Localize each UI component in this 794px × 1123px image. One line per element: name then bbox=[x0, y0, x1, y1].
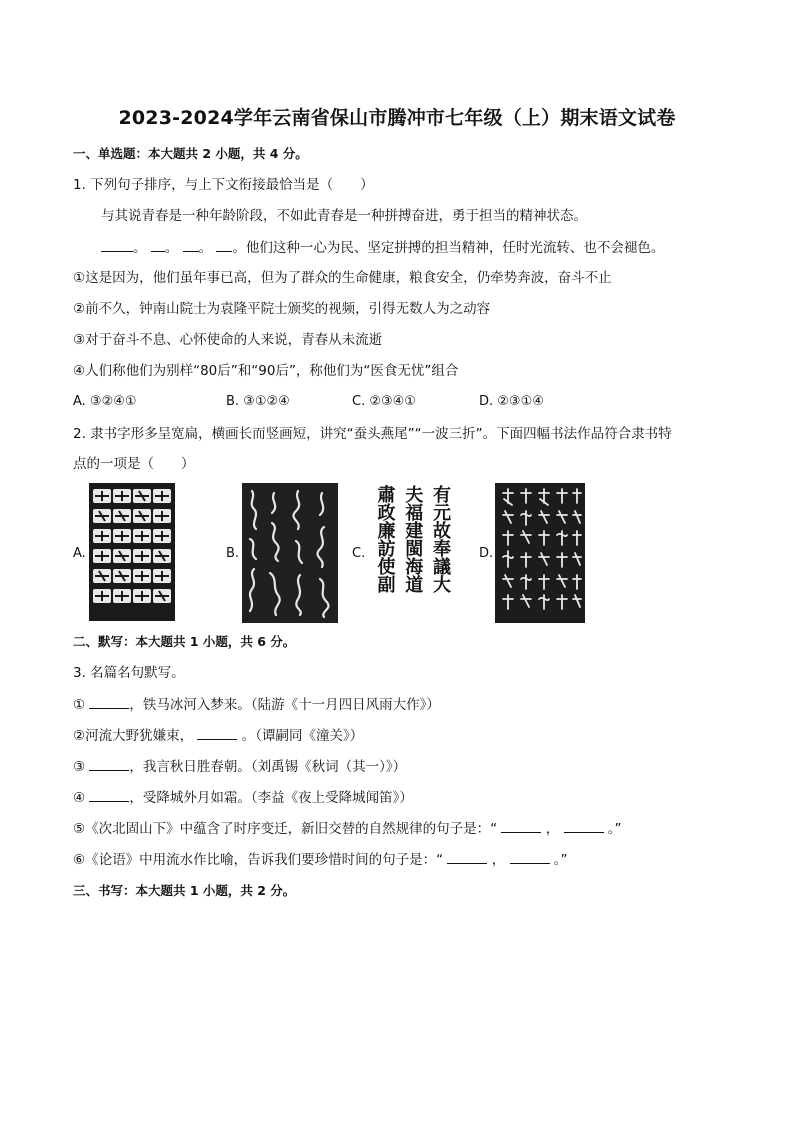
page-title: 2023-2024学年云南省保山市腾冲市七年级（上）期末语文试卷 bbox=[118, 107, 676, 129]
q2-stem-line-2: 点的一项是（ ） bbox=[73, 456, 195, 472]
calligraphy-c-column-1: 有元故奉議大 bbox=[430, 485, 451, 593]
answer-blank[interactable] bbox=[197, 726, 237, 740]
answer-blank[interactable] bbox=[564, 819, 604, 833]
q2-option-c-label[interactable]: C. bbox=[352, 546, 366, 561]
calligraphy-c-column-2: 夫福建閩海道 bbox=[402, 485, 424, 593]
q3-item-6: ⑥《论语》中用流水作比喻，告诉我们要珍惜时间的句子是：“ ， 。” bbox=[73, 852, 568, 868]
q1-option-a[interactable]: A. ③②④① bbox=[73, 394, 137, 409]
q1-option-b[interactable]: B. ③①②④ bbox=[226, 394, 290, 409]
q1-option-d[interactable]: D. ②③①④ bbox=[479, 394, 544, 409]
q3-item-1: ① ，铁马冰河入梦来。（陆游《十一月四日风雨大作》） bbox=[73, 697, 440, 713]
answer-blank[interactable] bbox=[501, 819, 541, 833]
answer-blank[interactable] bbox=[510, 850, 550, 864]
q3-item-4: ④ ，受降城外月如霜。（李益《夜上受降城闻笛》） bbox=[73, 790, 413, 806]
q2-option-b-label[interactable]: B. bbox=[226, 546, 240, 561]
q1-sentence-3: ③对于奋斗不息、心怀使命的人来说，青春从未流逝 bbox=[73, 332, 383, 348]
calligraphy-image-b[interactable] bbox=[242, 483, 338, 623]
q1-sentence-2: ②前不久，钟南山院士为袁隆平院士颁奖的视频，引得无数人为之动容 bbox=[73, 301, 491, 317]
q3-item-3: ③ ，我言秋日胜春朝。（刘禹锡《秋词（其一）》） bbox=[73, 759, 407, 775]
q1-stem: 1. 下列句子排序，与上下文衔接最恰当是（ ） bbox=[73, 177, 374, 193]
q3-item-2: ②河流大野犹嫌束， 。（谭嗣同《潼关》） bbox=[73, 728, 364, 744]
q2-option-d-label[interactable]: D. bbox=[479, 546, 494, 561]
q1-sentence-4: ④人们称他们为别样“80后”和“90后”，称他们为“医食无忧”组合 bbox=[73, 363, 459, 379]
section-heading-2: 二、默写：本大题共 1 小题，共 6 分。 bbox=[73, 634, 296, 649]
calligraphy-image-a[interactable] bbox=[89, 483, 175, 621]
answer-blank[interactable] bbox=[447, 850, 487, 864]
answer-blank[interactable] bbox=[89, 788, 129, 802]
answer-blank[interactable] bbox=[89, 695, 129, 709]
q1-context-1: 与其说青春是一种年龄阶段，不如此青春是一种拼搏奋进，勇于担当的精神状态。 bbox=[101, 208, 587, 224]
calligraphy-image-c[interactable] bbox=[370, 483, 454, 623]
q2-stem-line-1: 2. 隶书字形多呈宽扁，横画长而竖画短，讲究“蚕头燕尾”“一波三折”。下面四幅书法作品符合隶书特 bbox=[73, 426, 672, 442]
q1-option-c[interactable]: C. ②③④① bbox=[352, 394, 416, 409]
answer-blank[interactable] bbox=[89, 757, 129, 771]
q3-item-5: ⑤《次北固山下》中蕴含了时序变迁，新旧交替的自然规律的句子是：“ ， 。” bbox=[73, 821, 622, 837]
calligraphy-image-d[interactable] bbox=[495, 483, 585, 623]
q3-stem: 3. 名篇名句默写。 bbox=[73, 665, 185, 681]
calligraphy-c-column-3: 肅政廉訪使副 bbox=[374, 485, 396, 593]
q1-context-2: 。 。 。 。他们这种一心为民、坚定拼搏的担当精神，任时光流转、也不会褪色。 bbox=[101, 238, 664, 257]
section-heading-1: 一、单选题：本大题共 2 小题，共 4 分。 bbox=[73, 146, 308, 161]
section-heading-3: 三、书写：本大题共 1 小题，共 2 分。 bbox=[73, 883, 296, 898]
q2-option-a-label[interactable]: A. bbox=[73, 546, 86, 561]
q1-sentence-1: ①这是因为，他们虽年事已高，但为了群众的生命健康，粮食安全，仍牵势奔波，奋斗不止 bbox=[73, 270, 612, 286]
